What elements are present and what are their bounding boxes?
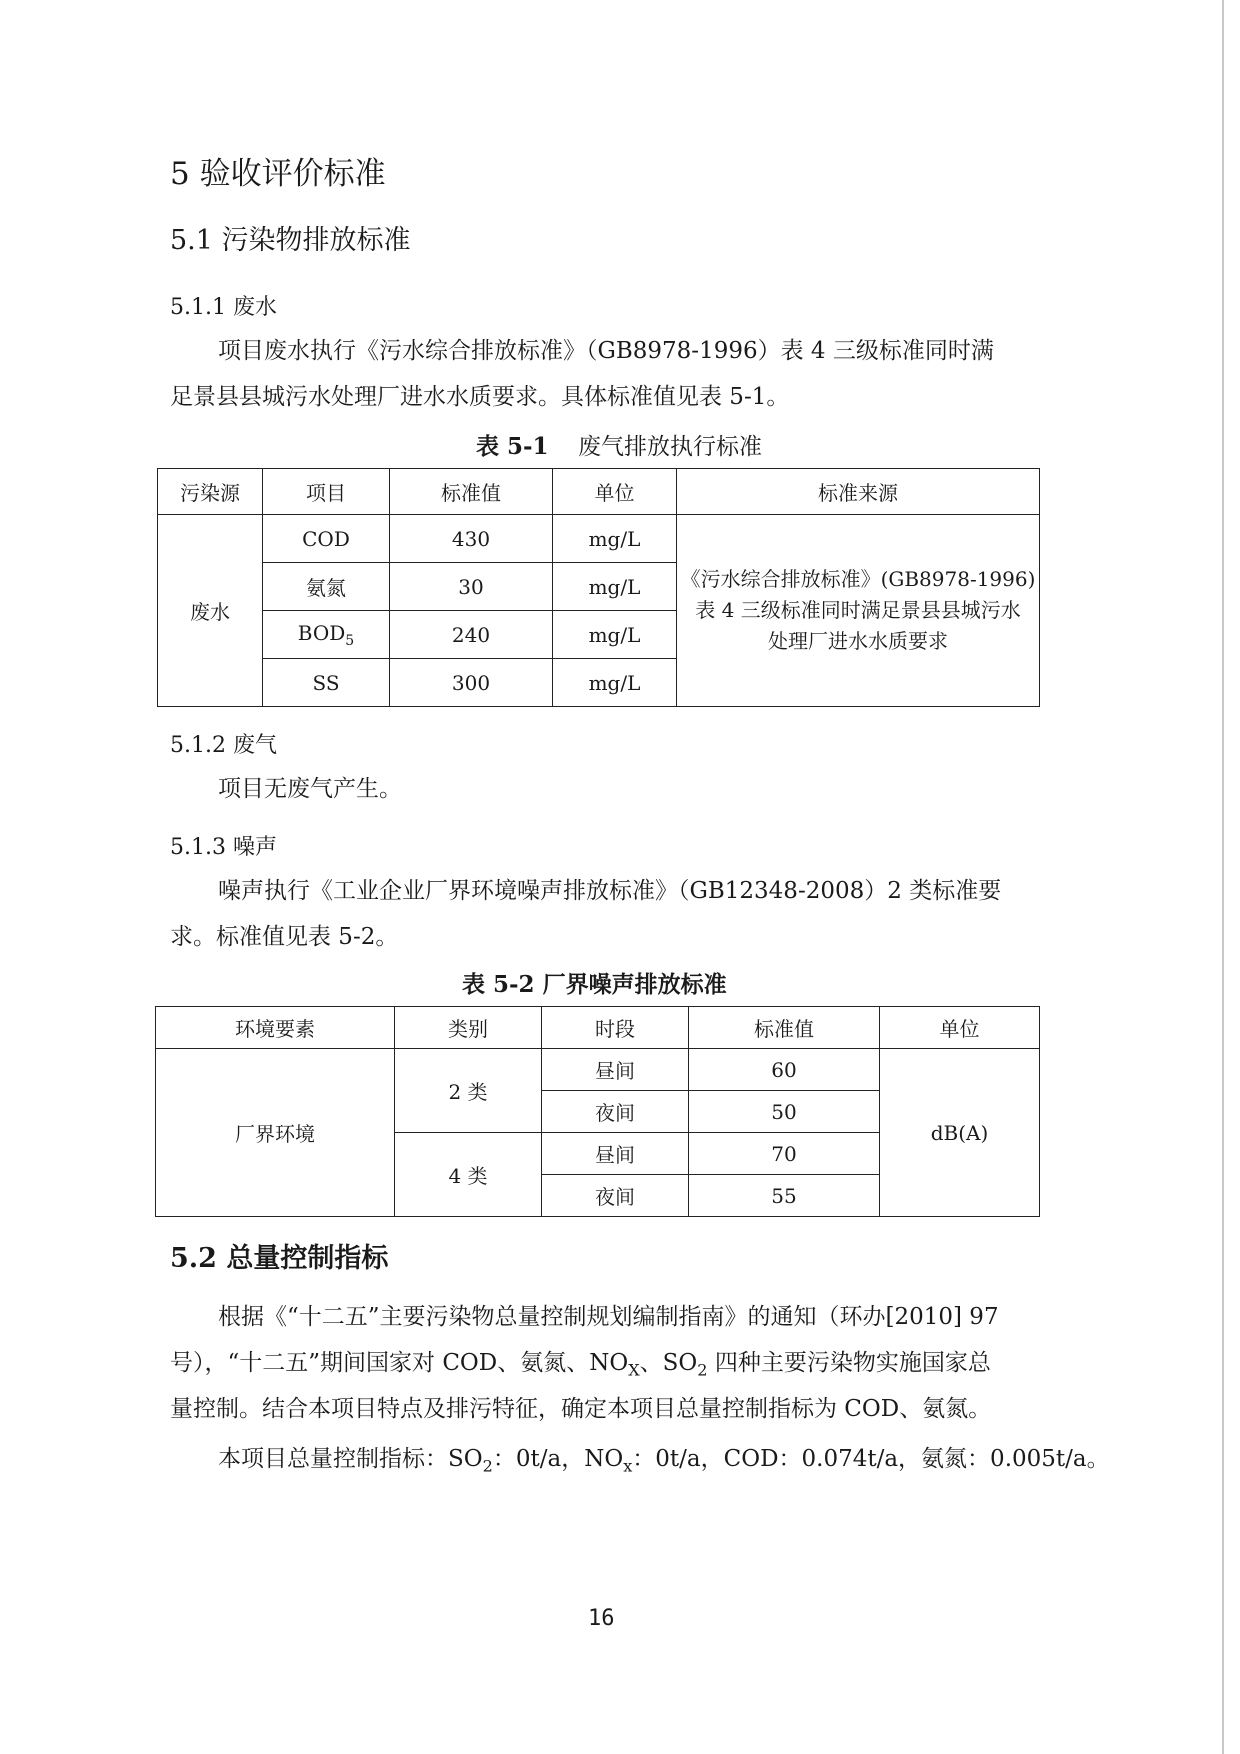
table1-header: 项目 [263,469,390,515]
text-run: 号），“十二五”期间国家对 COD、氨氮、NO [170,1350,629,1376]
subscript: X [628,1360,640,1380]
table2-header: 单位 [880,1007,1040,1049]
heading-5-1-3: 5.1.3 噪声 [170,835,277,860]
table2-value-cell: 60 [689,1049,880,1091]
table2-period-cell: 夜间 [542,1091,689,1133]
table1-unit-cell: mg/L [553,659,677,707]
subscript: 2 [697,1360,708,1380]
subscript: 2 [482,1456,493,1476]
text-run: 本项目总量控制指标：SO [218,1446,483,1472]
subscript: x [623,1456,633,1476]
standard-source-line: 《污水综合排放标准》(GB8978-1996) [680,567,1036,591]
paragraph-total-control-line3: 量控制。结合本项目特点及排污特征，确定本项目总量控制指标为 COD、氨氮。 [170,1396,992,1422]
paragraph-exhaust: 项目无废气产生。 [218,776,402,802]
table-noise-standards [155,1006,1040,1217]
table1-header: 标准来源 [677,469,1040,515]
heading-5-1-1: 5.1.1 废水 [170,295,277,320]
table2-class-cell: 4 类 [395,1133,542,1217]
table2-header: 标准值 [689,1007,880,1049]
heading-section-5: 5 验收评价标准 [170,156,386,192]
table2-period-cell: 夜间 [542,1175,689,1217]
table1-unit-cell: mg/L [553,563,677,611]
table2-value-cell: 70 [689,1133,880,1175]
table2-header: 环境要素 [156,1007,395,1049]
text-run: ：0t/a，NO [492,1446,624,1472]
table1-source-cell: 废水 [158,515,263,707]
table1-item-cell: SS [263,659,390,707]
table1-caption-title: 废气排放执行标准 [578,434,762,460]
table2-header: 时段 [542,1007,689,1049]
page-edge-line [1222,0,1224,1754]
paragraph-noise-line1: 噪声执行《工业企业厂界环境噪声排放标准》（GB12348-2008）2 类标准要 [218,878,1002,904]
table1-item-cell: 氨氮 [263,563,390,611]
table1-standard-source-cell [677,515,1040,707]
table2-period-cell: 昼间 [542,1049,689,1091]
table2-caption: 表 5-2 厂界噪声排放标准 [462,971,727,998]
table-wastewater-standards [157,468,1040,707]
paragraph-noise-line2: 求。标准值见表 5-2。 [170,924,399,950]
table1-header: 标准值 [390,469,553,515]
paragraph-wastewater-line2: 足景县县城污水处理厂进水水质要求。具体标准值见表 5-1。 [170,384,790,410]
table1-value-cell: 300 [390,659,553,707]
table2-period-cell: 昼间 [542,1133,689,1175]
table1-item-cell [263,611,390,659]
heading-section-5-2: 5.2 总量控制指标 [170,1243,389,1274]
bod-label: BOD [297,620,346,645]
standard-source-line: 处理厂进水水质要求 [768,629,948,653]
text-run: ：0t/a，COD：0.074t/a，氨氮：0.005t/a。 [632,1446,1110,1472]
table1-header: 单位 [553,469,677,515]
text-run: 四种主要污染物实施国家总 [707,1350,991,1376]
table2-header: 类别 [395,1007,542,1049]
table2-value-cell: 55 [689,1175,880,1217]
heading-5-1-2: 5.1.2 废气 [170,733,277,758]
table1-unit-cell: mg/L [553,611,677,659]
heading-section-5-1: 5.1 污染物排放标准 [170,225,411,256]
paragraph-wastewater-line1: 项目废水执行《污水综合排放标准》（GB8978-1996）表 4 三级标准同时满 [218,338,994,364]
page-number: 16 [588,1606,615,1631]
table2-value-cell: 50 [689,1091,880,1133]
table1-caption-number: 表 5-1 [476,433,549,460]
table2-element-cell: 厂界环境 [156,1049,395,1217]
table1-value-cell: 30 [390,563,553,611]
table1-header: 污染源 [158,469,263,515]
table1-value-cell: 430 [390,515,553,563]
table1-item-cell: COD [263,515,390,563]
table2-class-cell: 2 类 [395,1049,542,1133]
table1-value-cell: 240 [390,611,553,659]
standard-source-line: 表 4 三级标准同时满足景县县城污水 [695,598,1021,622]
text-run: 、SO [639,1350,698,1376]
paragraph-total-control-line1: 根据《“十二五”主要污染物总量控制规划编制指南》的通知（环办[2010] 97 [218,1304,999,1330]
bod-subscript: 5 [345,632,355,649]
paragraph-total-control-indicators [218,1436,1110,1490]
table1-unit-cell: mg/L [553,515,677,563]
table2-unit-cell: dB(A) [880,1049,1040,1217]
